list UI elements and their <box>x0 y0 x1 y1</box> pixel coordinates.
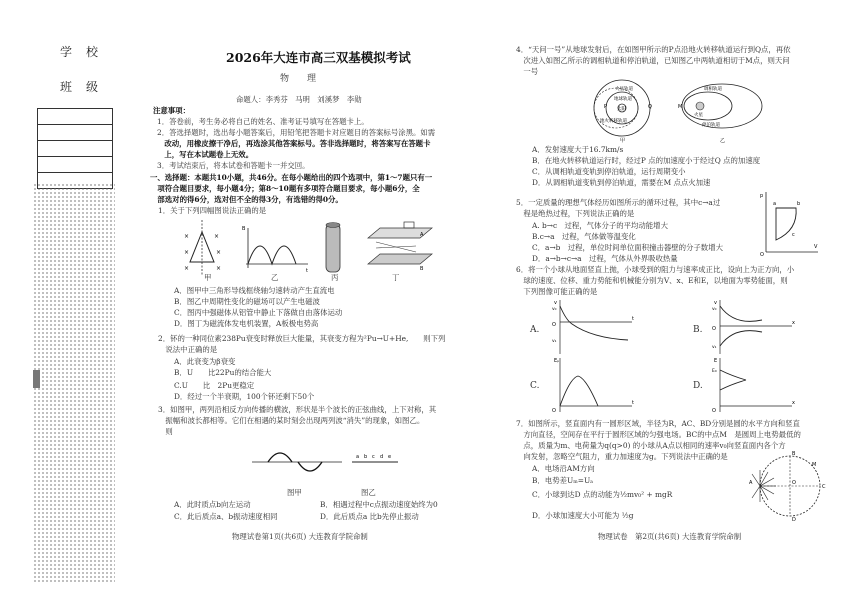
notice-line: 改动，用橡皮擦干净后，再选涂其他答案标号。答非选择题时，将答案写在答题卡 <box>157 139 431 148</box>
q5-c-label: c <box>792 232 795 238</box>
svg-text:d: d <box>380 454 384 460</box>
q2-stem: 说法中正确的是 <box>158 345 218 354</box>
svg-text:×: × <box>184 265 190 272</box>
q7-a-label: A <box>749 480 753 486</box>
q5-stem: 程是绝热过程，下列说法正确的是 <box>516 209 635 218</box>
svg-text:c: c <box>372 454 375 460</box>
q6b-origin-label: O <box>712 326 716 332</box>
q3-fig-label-yi: 图乙 <box>361 488 376 497</box>
q3-stem: 则 <box>158 427 173 436</box>
q6a-t-label: t <box>632 316 634 322</box>
q5-option-c: C．a→b 过程，单位时间单位面积撞击器壁的分子数增大 <box>532 243 723 252</box>
q6-stem: 球的速度、位移、重力势能和机械能分别为V、x、E和E，以地面为零势能面，则 <box>516 276 788 285</box>
q7-option-b: B．电势差Uₘ=Uₐ <box>532 476 594 485</box>
q4-p-label: P <box>604 104 608 110</box>
q6-stem: 下列图像可能正确的是 <box>516 287 598 296</box>
q6-letter-d: D. <box>693 381 703 391</box>
q6a-origin-label: O <box>552 322 556 328</box>
section1-line: 项符合题目要求，每小题4分；第8～10题有多项符合题目要求，每小题6分，全 <box>150 184 420 193</box>
q5-option-b: B.c→a 过程，气体做等温变化 <box>532 232 636 241</box>
q7-m-label: M <box>812 462 817 468</box>
q6-graph-b <box>712 298 798 356</box>
q1-option-c: C．图丙中强磁体从铝管中静止下落做自由落体运动 <box>174 308 343 317</box>
q2-option-d: D．经过一个半衰期，100个钚还剩下50个 <box>174 392 315 401</box>
q7-option-d: D．小球加速度大小可能为 ½g <box>532 511 634 520</box>
svg-text:×: × <box>184 249 190 256</box>
q5-stem: 5．一定质量的理想气体经历如图所示的循环过程，其中c→a过 <box>516 198 721 207</box>
binding-mark <box>33 370 40 388</box>
footer-left: 物理试卷第1页(共6页) 大连教育学院命制 <box>232 532 368 541</box>
q6d-origin-label: O <box>712 408 716 414</box>
q1-figures <box>180 218 440 286</box>
q6d-e-label: E <box>714 358 718 364</box>
q4-mars-label: 火星 <box>694 113 703 118</box>
q6-graph-d <box>712 356 798 414</box>
q4-option-d: D．从调相轨道变轨到停泊轨道，需要在M 点点火加速 <box>532 178 711 187</box>
q6a-v-label: v <box>554 300 557 306</box>
svg-text:×: × <box>216 265 222 272</box>
q4-transfer-label: 地火转移轨道 <box>600 119 627 124</box>
q1-fig-label-ding: 丁 <box>392 273 400 282</box>
q5-p-axis-label: p <box>760 193 764 199</box>
q6b-v1-label: v₁ <box>712 345 717 350</box>
q4-phase-label: 调相轨道 <box>704 87 722 92</box>
q4-park-label: 停泊轨道 <box>702 123 720 128</box>
notice-line: 2．答选择题时，选出每小题答案后，用铅笔把答题卡对应题目的答案标号涂黑。如需 <box>157 128 436 137</box>
q7-stem: 方向直径，空间存在平行于圆形区域的匀强电场。BC的中点M 是圆周上电势最低的 <box>516 430 801 439</box>
q6-letter-c: C. <box>530 381 540 391</box>
footer-right: 物理试卷 第2页(共6页) 大连教育学院命制 <box>598 532 742 541</box>
section1-line: 部选对的得6分，选对但不全的得3分，有选错的得0分。 <box>150 195 343 204</box>
q1-fig-yi-icon <box>242 226 308 274</box>
q2-option-a: A．此衰变为β衰变 <box>174 357 236 366</box>
q3-fig-label-jia: 图甲 <box>287 488 302 497</box>
notice-line: 上，写在本试题卷上无效。 <box>157 150 254 159</box>
q4-jia-label: 甲 <box>620 138 626 144</box>
q2-option-c: C.U 比 2Pu更稳定 <box>174 381 255 390</box>
q3-option-b: B．相遇过程中c点振动速度始终为0 <box>320 500 438 509</box>
q6a-v0-label: v₀ <box>552 307 557 312</box>
q7-b-label: B <box>792 451 796 457</box>
q5-option-d: D．a→b→c→a 过程，气体从外界吸收热量 <box>532 254 678 263</box>
q1-option-a: A．图甲中三角形导线框绕轴匀速转动产生直流电 <box>174 286 335 295</box>
q7-c-label: C <box>822 484 826 490</box>
q4-option-c: C．从调相轨道变轨到停泊轨道，运行周期变小 <box>532 167 686 176</box>
q1-option-d: D．图丁为磁流体发电机装置，A板极电势高 <box>174 319 319 328</box>
q7-d-label: D <box>792 517 796 522</box>
q4-orbit-figures <box>590 78 770 144</box>
svg-text:t: t <box>306 268 308 274</box>
svg-text:×: × <box>216 249 222 256</box>
notice-heading: 注意事项： <box>153 106 190 115</box>
q1-fig-label-yi: 乙 <box>271 273 279 282</box>
notice-line: 3．考试结束后，将本试卷和答题卡一并交回。 <box>157 161 310 170</box>
q3-option-c: C．此后质点a、b振动速度相同 <box>174 512 278 521</box>
q3-option-a: A．此时质点b向左运动 <box>174 500 251 509</box>
q4-option-a: A．发射速度大于16.7km/s <box>532 145 624 154</box>
q3-stem: 振幅和波长都相等。它们在相遇的某时刻会出现两列波“消失”的现象，如图乙。 <box>158 416 425 425</box>
q6c-origin-label: O <box>552 408 556 414</box>
q5-pv-graph <box>758 190 820 258</box>
svg-text:B: B <box>420 266 424 272</box>
svg-text:a: a <box>356 454 360 460</box>
svg-text:A: A <box>420 232 424 238</box>
q7-stem: 7．如图所示，竖直面内有一圆形区域，半径为R，AC、BD分别是圆的水平方向和竖直 <box>516 419 800 428</box>
q3-wave-figures <box>250 438 400 484</box>
q4-earth-orbit-label: 地球轨道 <box>614 97 632 102</box>
q1-option-b: B．图乙中周期性变化的磁场可以产生电磁波 <box>174 297 320 306</box>
q1-fig-jia-icon <box>184 220 221 276</box>
q6a-v1-label: v₁ <box>552 339 557 344</box>
q3-stem: 3．如图甲，两列沿相反方向传播的横波，形状是半个波长的正弦曲线，上下对称，其 <box>158 405 437 414</box>
svg-text:b: b <box>364 454 368 460</box>
q2-option-b: B．U 比22Pu的结合能大 <box>174 368 272 377</box>
q7-option-a: A．电场沿AM方向 <box>532 464 595 473</box>
notice-line: 1．答卷前，考生务必将自己的姓名、准考证号填写在答题卡上。 <box>157 117 369 126</box>
q6-letter-a: A. <box>530 325 540 335</box>
q7-o-label: O <box>792 480 796 486</box>
section1-line: 一、选择题：本题共10小题，共46分。在每小题给出的四个选项中，第1～7题只有一 <box>150 173 433 182</box>
class-label: 班 级 <box>60 80 100 94</box>
q3-option-d: D．此后质点a 比b先停止振动 <box>320 512 419 521</box>
q4-mars-orbit-label: 火星轨道 <box>615 87 633 92</box>
q7-circle-figure <box>748 450 834 522</box>
q1-stem: 1．关于下列四幅图说法正确的是 <box>158 206 267 215</box>
svg-text:×: × <box>184 233 190 240</box>
q7-stem: 向发射，忽略空气阻力，重力加速度为g。下列说法中正确的是 <box>516 452 728 461</box>
q6d-e0-label: E₀ <box>712 369 717 374</box>
exam-title: 2026年大连市高三双基模拟考试 <box>226 50 411 65</box>
student-id-box <box>37 108 113 189</box>
q5-a-label: a <box>773 201 777 207</box>
q4-m-label: M <box>678 104 683 110</box>
q1-fig-label-bing: 丙 <box>331 273 339 282</box>
q6-graph-a <box>552 298 638 356</box>
q6d-x-label: x <box>792 400 795 406</box>
subject-title: 物 理 <box>280 74 317 84</box>
q6-graph-c <box>552 356 638 414</box>
svg-text:×: × <box>214 233 220 240</box>
q4-option-b: B．在地火转移轨道运行时，经过P 点的加速度小于经过Q 点的加速度 <box>532 156 761 165</box>
q1-fig-ding-icon <box>368 222 432 272</box>
authors-line: 命题人：李秀芬 马明 刘溪梦 李勋 <box>236 95 362 104</box>
q4-q-label: Q <box>648 104 652 110</box>
q6c-t-label: t <box>632 400 634 406</box>
q4-stem: 一号 <box>516 67 539 76</box>
q7-stem: 点，质量为m、电荷量为q(q>0) 的小球从A点以相同的速率v₀向竖直面内各个方 <box>516 441 786 450</box>
q7-option-c: C．小球到达D 点的动能为½mv₀² + mgR <box>532 490 673 499</box>
q5-b-label: b <box>797 201 801 207</box>
q2-stem: 2．钚的一种同位素238Pu衰变时释放巨大能量，其衰变方程为²Pu→U+He, 则下列 <box>158 334 446 343</box>
q5-origin-label: O <box>760 252 764 258</box>
q1-fig-label-jia: 甲 <box>204 273 212 282</box>
q4-stem: 次进入如图乙所示的调相轨道和停泊轨道，已知图乙中两轨道相切于M点，则天问 <box>516 56 790 65</box>
q6b-v0-label: v₀ <box>712 307 717 312</box>
school-label: 学 校 <box>60 45 100 59</box>
q4-stem: 4．“天问一号”从地球发射后，在如图甲所示的P点沿地火转移轨道运行到Q点，再依 <box>516 45 791 54</box>
q5-option-a: A. b→c 过程，气体分子的平均动能增大 <box>532 221 668 230</box>
q6b-v-label: v <box>714 300 717 306</box>
q6c-ep-label: Eₚ <box>554 358 560 364</box>
q6b-x-label: x <box>792 320 795 326</box>
q6-letter-b: B. <box>693 325 703 335</box>
q5-v-axis-label: V <box>814 244 818 250</box>
q4-sun-label: 太阳 <box>617 107 626 112</box>
svg-text:e: e <box>388 454 392 460</box>
q1-fig-bing-icon <box>326 223 340 273</box>
svg-text:B: B <box>242 226 246 232</box>
q6-stem: 6．将一个小球从地面竖直上抛，小球受到的阻力与速率成正比，设向上为正方向，小 <box>516 265 795 274</box>
binding-dot-strip <box>33 183 115 583</box>
q4-yi-label: 乙 <box>720 138 726 144</box>
